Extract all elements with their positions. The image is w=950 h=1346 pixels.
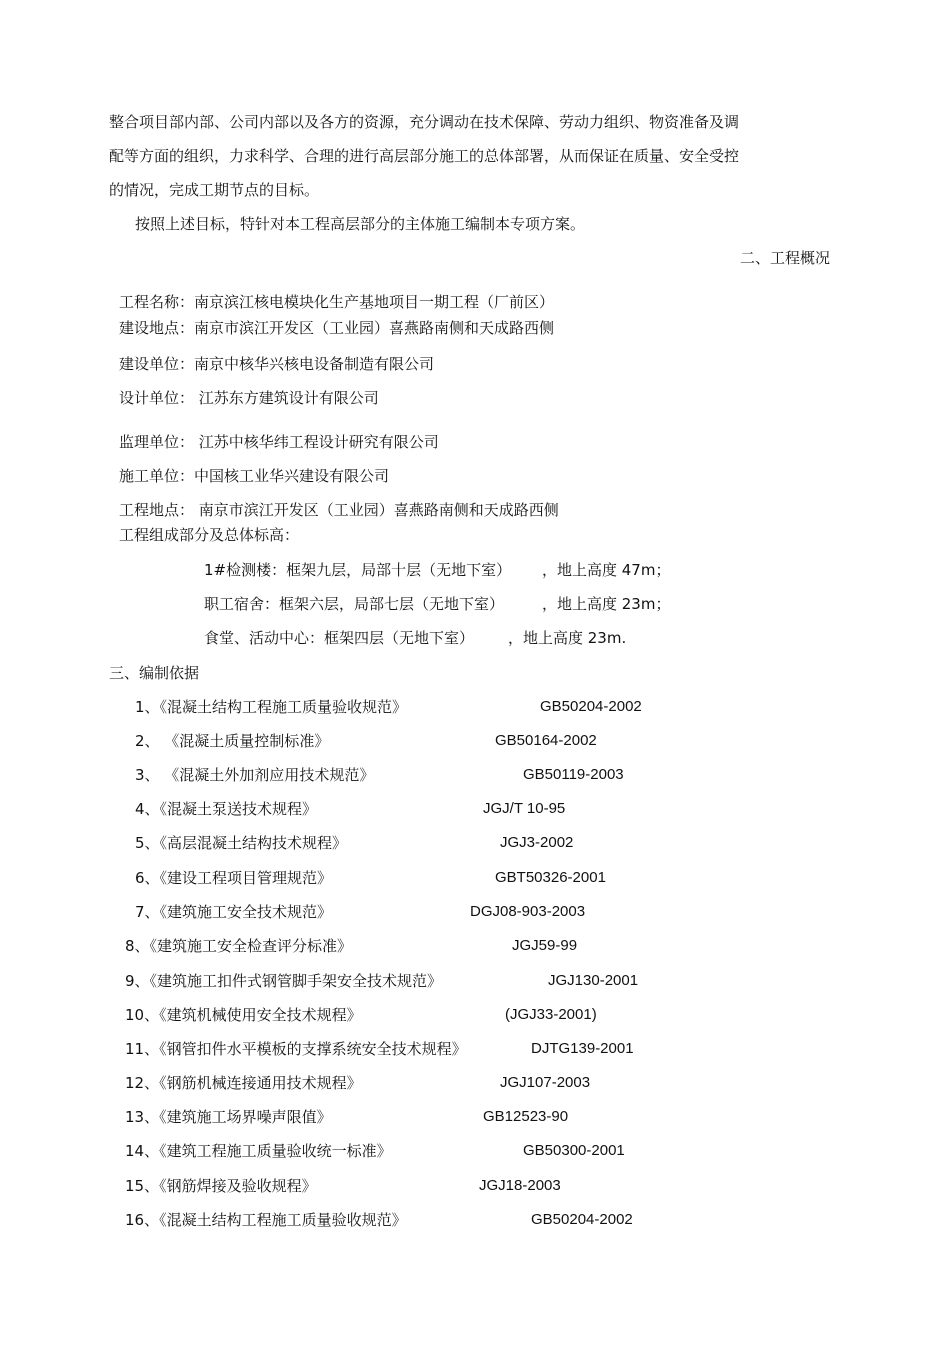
standard-name: 12、《钢筋机械连接通用技术规程》: [125, 1074, 362, 1092]
section2-heading: 二、工程概况: [740, 249, 831, 267]
section3-heading: 三、编制依据: [109, 664, 200, 682]
standard-name: 9、《建筑施工扣件式钢管脚手架安全技术规范》: [125, 972, 443, 990]
supervisor-unit: 监理单位： 江苏中核华纬工程设计研究有限公司: [119, 433, 439, 451]
standard-name: 7、《建筑施工安全技术规范》: [135, 903, 333, 921]
standard-code: GB50204-2002: [531, 1211, 633, 1228]
intro-line-2: 配等方面的组织，力求科学、合理的进行高层部分施工的总体部署，从而保证在质量、安全受控: [109, 147, 740, 165]
build-site: 建设地点：南京市滨江开发区（工业园）喜燕路南侧和天成路西侧: [119, 319, 555, 337]
contractor-unit: 施工单位：中国核工业华兴建设有限公司: [119, 467, 390, 485]
building-height: ，地上高度 23m.: [508, 629, 627, 647]
standard-code: JGJ/T 10-95: [483, 800, 566, 817]
standard-code: GB50204-2002: [540, 698, 642, 715]
standard-code: JGJ3-2002: [500, 834, 574, 851]
building-height: ，地上高度 47m；: [542, 561, 671, 579]
standard-code: GB12523-90: [483, 1108, 569, 1125]
building-desc: 1#检测楼：框架九层，局部十层（无地下室）: [204, 561, 512, 579]
standard-code: GB50164-2002: [495, 732, 597, 749]
standard-name: 15、《钢筋焊接及验收规程》: [125, 1177, 317, 1195]
standard-name: 11、《钢管扣件水平模板的支撑系统安全技术规程》: [125, 1040, 467, 1058]
building-height: ，地上高度 23m；: [542, 595, 671, 613]
standard-code: JGJ59-99: [512, 937, 578, 954]
standard-code: GB50119-2003: [523, 766, 624, 783]
standard-name: 1、《混凝土结构工程施工质量验收规范》: [135, 698, 408, 716]
standard-code: GB50300-2001: [523, 1142, 625, 1159]
standard-name: 14、《建筑工程施工质量验收统一标准》: [125, 1142, 392, 1160]
standard-name: 2、 《混凝土质量控制标准》: [135, 732, 330, 750]
project-name: 工程名称：南京滨江核电模块化生产基地项目一期工程（厂前区）: [119, 293, 555, 311]
standard-code: JGJ18-2003: [479, 1177, 561, 1194]
standard-code: DGJ08-903-2003: [470, 903, 586, 920]
standard-code: (JGJ33-2001): [505, 1006, 597, 1023]
standard-code: JGJ130-2001: [548, 972, 639, 989]
project-location: 工程地点： 南京市滨江开发区（工业园）喜燕路南侧和天成路西侧: [119, 501, 559, 519]
designer-unit: 设计单位： 江苏东方建筑设计有限公司: [119, 389, 379, 407]
standard-name: 8、《建筑施工安全检查评分标准》: [125, 937, 353, 955]
standard-code: DJTG139-2001: [531, 1040, 634, 1057]
building-desc: 食堂、活动中心：框架四层（无地下室）: [204, 629, 475, 647]
intro-line-4: 按照上述目标，特针对本工程高层部分的主体施工编制本专项方案。: [135, 215, 586, 233]
intro-line-3: 的情况，完成工期节点的目标。: [109, 181, 320, 199]
intro-line-1: 整合项目部内部、公司内部以及各方的资源，充分调动在技术保障、劳动力组织、物资准备及调: [109, 113, 740, 131]
owner-unit: 建设单位：南京中核华兴核电设备制造有限公司: [119, 355, 435, 373]
building-desc: 职工宿舍：框架六层，局部七层（无地下室）: [204, 595, 505, 613]
standard-name: 16、《混凝土结构工程施工质量验收规范》: [125, 1211, 407, 1229]
composition-title: 工程组成部分及总体标高：: [119, 526, 300, 544]
standard-name: 3、 《混凝土外加剂应用技术规范》: [135, 766, 375, 784]
standard-name: 4、《混凝土泵送技术规程》: [135, 800, 318, 818]
standard-code: GBT50326-2001: [495, 869, 606, 886]
standard-code: JGJ107-2003: [500, 1074, 591, 1091]
standard-name: 5、《高层混凝土结构技术规程》: [135, 834, 348, 852]
standard-name: 10、《建筑机械使用安全技术规程》: [125, 1006, 362, 1024]
standard-name: 13、《建筑施工场界噪声限值》: [125, 1108, 332, 1126]
standard-name: 6、《建设工程项目管理规范》: [135, 869, 333, 887]
